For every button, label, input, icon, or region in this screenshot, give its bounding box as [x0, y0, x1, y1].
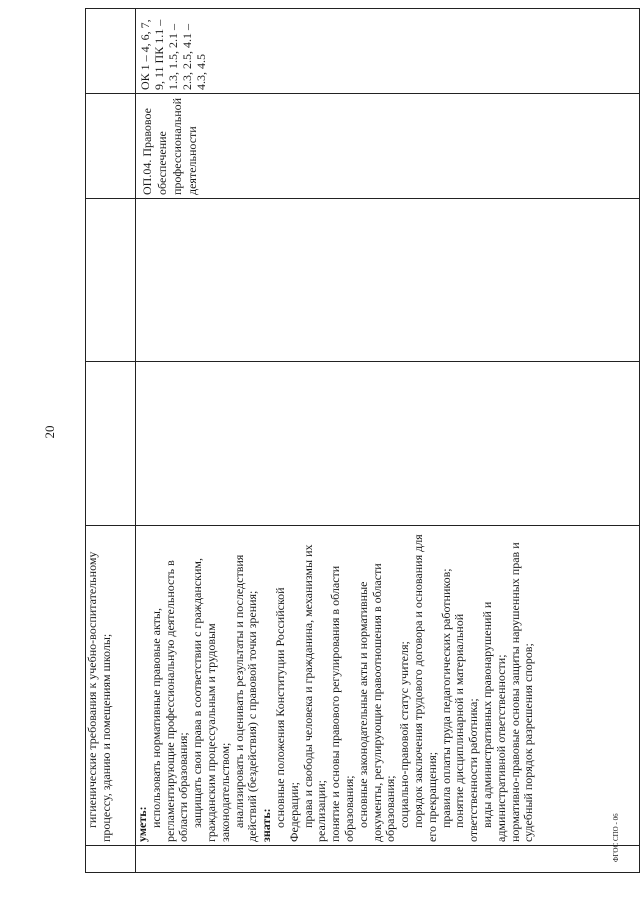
- znat-item: понятие и основы правового регулирования в области образования;: [328, 565, 356, 842]
- umet-item: анализировать и оценивать результаты и последствия действий (бездействия) с правовой точки зрения;: [231, 554, 260, 842]
- hygiene-requirements-text: гигиенические требования к учебно-воспитательному процессу, зданию и помещениям школы;: [85, 551, 113, 842]
- page-number: 20: [42, 425, 57, 439]
- table-row: [86, 9, 136, 873]
- table-cell-index: [86, 846, 136, 873]
- umet-item: защищать свои права в соответствии с гражданским, гражданским процессуальным и трудовым законодательством;: [190, 558, 232, 842]
- znat-item: основные законодательные акты и нормативные документы, регулирующие правоотношения в области образования;: [355, 563, 398, 842]
- table-cell: [86, 199, 136, 362]
- competency-table: [85, 8, 640, 873]
- znat-item: нормативно-правовые основы защиты нарушенных прав и судебный порядок разрешения споров;: [507, 542, 536, 842]
- znat-item: понятие дисциплинарной и материальной ответственности работника;: [452, 613, 481, 842]
- table-cell: [86, 94, 136, 199]
- competencies-cell: ОК 1 – 4, 6, 7, 9, 11 ПК 1.1 – 1.3, 1.5, 2.1 – 2.3, 2.5, 4.1 – 4.3, 4.5: [136, 9, 640, 94]
- umet-item: использовать нормативные правовые акты, регламентирующие профессиональную деятельность в области образования;: [148, 560, 191, 842]
- table-cell: [136, 199, 640, 362]
- table-cell: [86, 9, 136, 94]
- discipline-cell: ОП.04. Правовое обеспечение профессиональной деятельности: [136, 94, 640, 199]
- table-cell-index: [136, 846, 640, 873]
- table-cell-requirements: [86, 526, 136, 846]
- table-row: [136, 9, 640, 873]
- znat-heading: знать:: [259, 808, 274, 842]
- table-cell: [136, 362, 640, 526]
- znat-item: права и свободы человека и гражданина, механизмы их реализации;: [300, 544, 329, 842]
- znat-item: правила оплаты труда педагогических работников;: [438, 568, 453, 828]
- rotated-table-container: [85, 19, 640, 873]
- table-cell: [86, 362, 136, 526]
- footer-label: ФГОС СПО - 06: [612, 813, 620, 862]
- skills-knowledge-cell: [136, 526, 640, 846]
- znat-item: виды административных правонарушений и административной ответственности;: [479, 601, 508, 842]
- znat-item: порядок заключения трудового договора и основания для его прекращения;: [410, 534, 439, 842]
- znat-item: социально-правовой статус учителя;: [397, 641, 412, 828]
- znat-item: основные положения Конституции Российской Федерации;: [272, 587, 301, 842]
- umet-heading: уметь:: [135, 806, 149, 842]
